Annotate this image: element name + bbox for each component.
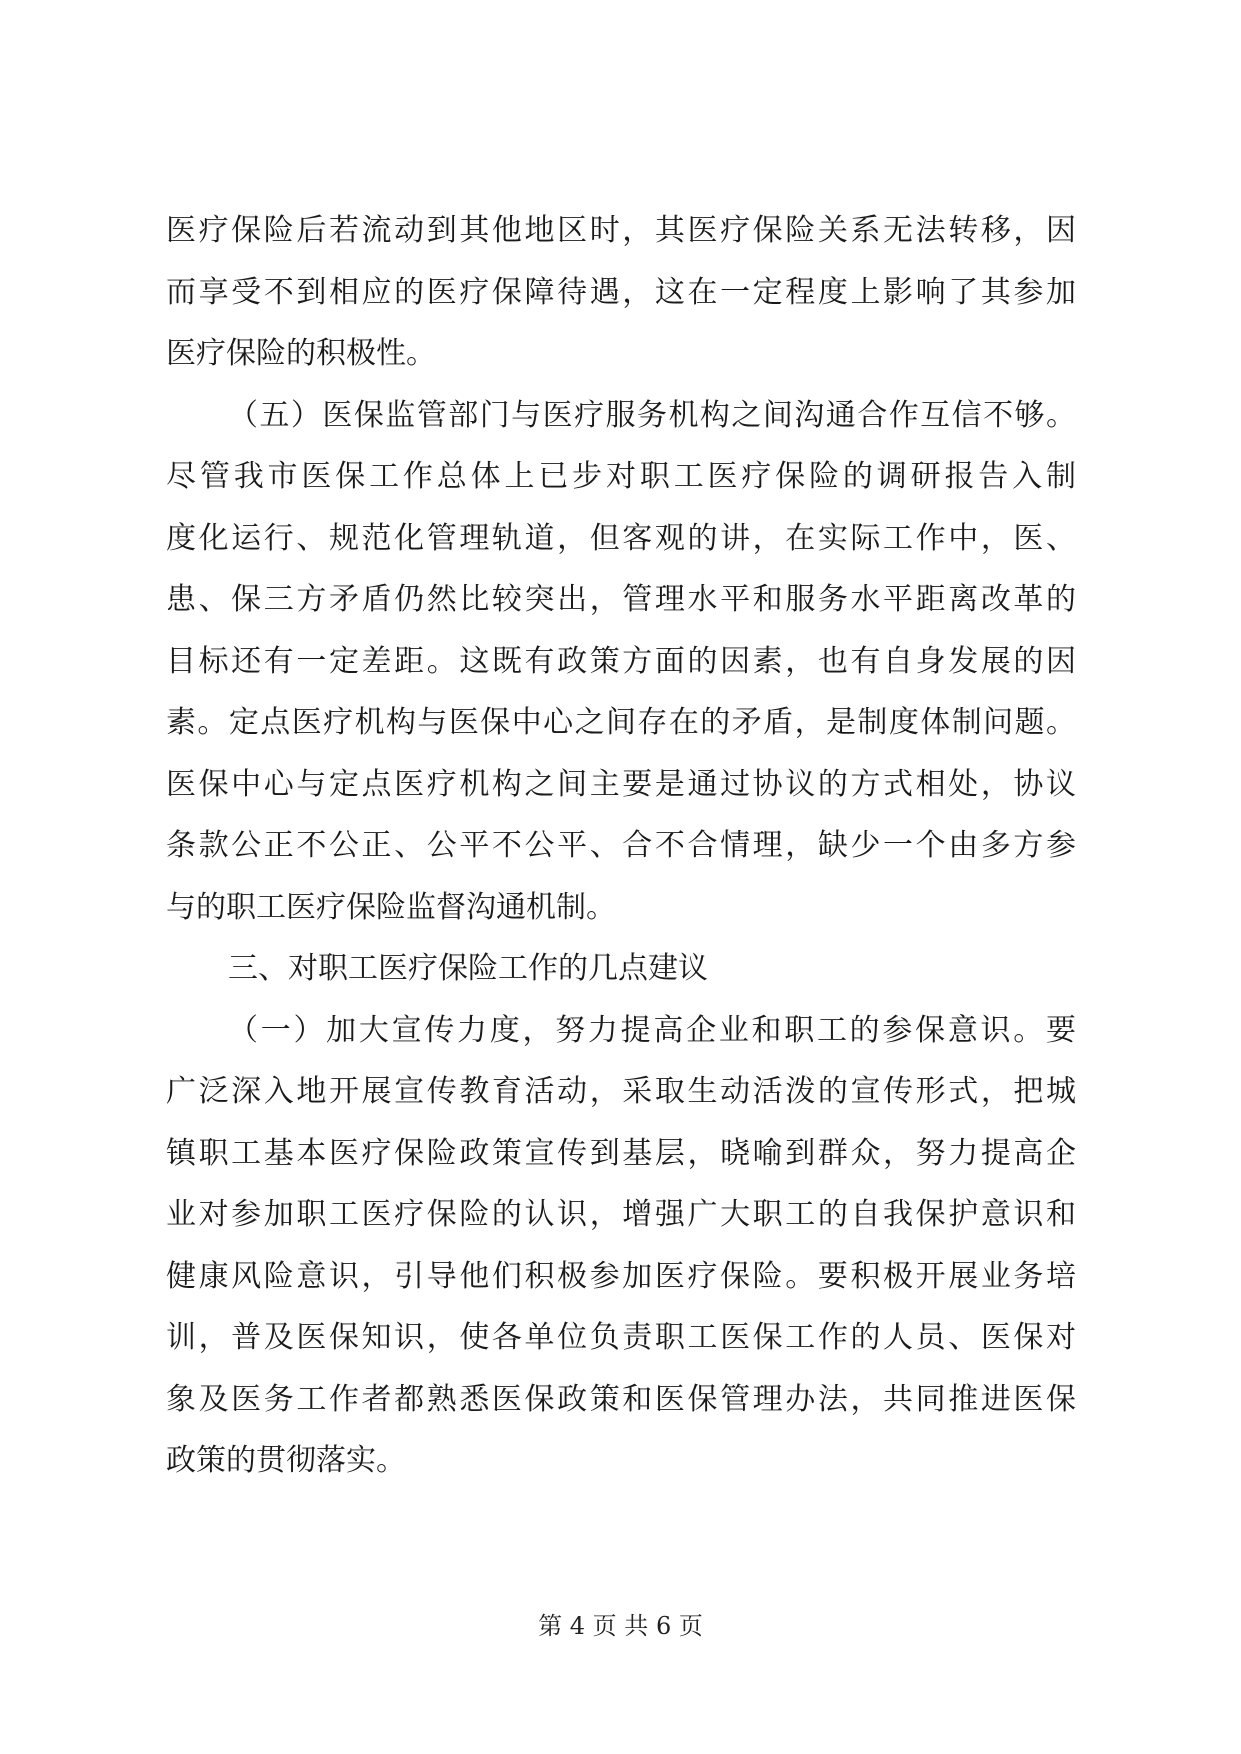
body-text (166, 200, 1076, 1492)
text-line: 条款公正不公正、公平不公平、合不合情理，缺少一个由多方参 (166, 828, 1076, 863)
text-line: 而享受不到相应的医疗保障待遇，这在一定程度上影响了其参加 (166, 274, 1076, 310)
section-heading-5: （五）医保监管部门与医疗服务机构之间沟通合作互信不够。 (228, 397, 1076, 433)
text-line: 目标还有一定差距。这既有政策方面的因素，也有自身发展的因 (166, 643, 1076, 679)
section-heading-1: （一）加大宣传力度，努力提高企业和职工的参保意识。要 (228, 1012, 1076, 1048)
text-line: 业对参加职工医疗保险的认识，增强广大职工的自我保护意识和 (166, 1197, 1076, 1232)
text-line: 训，普及医保知识，使各单位负责职工医保工作的人员、医保对 (166, 1320, 1076, 1355)
text-line: 广泛深入地开展宣传教育活动，采取生动活泼的宣传形式，把城 (166, 1074, 1076, 1109)
text-line: 度化运行、规范化管理轨道，但客观的讲，在实际工作中，医、 (166, 520, 1076, 556)
text-line: 医保中心与定点医疗机构之间主要是通过协议的方式相处，协议 (166, 766, 1076, 802)
text-line: 医疗保险后若流动到其他地区时，其医疗保险关系无法转移，因 (166, 213, 1076, 248)
text-line: 镇职工基本医疗保险政策宣传到基层，晓喻到群众，努力提高企 (166, 1135, 1076, 1171)
page-number-footer: 第 4 页 共 6 页 (538, 1612, 703, 1640)
text-line: 素。定点医疗机构与医保中心之间存在的矛盾，是制度体制问题。 (166, 705, 1076, 740)
text-line: 尽管我市医保工作总体上已步对职工医疗保险的调研报告入制 (166, 459, 1076, 494)
text-line: 政策的贯彻落实。 (166, 1443, 406, 1478)
text-line: 患、保三方矛盾仍然比较突出，管理水平和服务水平距离改革的 (166, 582, 1076, 617)
text-line: 健康风险意识，引导他们积极参加医疗保险。要积极开展业务培 (166, 1258, 1076, 1294)
section-heading-3: 三、对职工医疗保险工作的几点建议 (228, 951, 708, 986)
text-line: 医疗保险的积极性。 (166, 336, 436, 371)
text-line: 象及医务工作者都熟悉医保政策和医保管理办法，共同推进医保 (166, 1381, 1076, 1417)
text-line: 与的职工医疗保险监督沟通机制。 (166, 889, 616, 925)
